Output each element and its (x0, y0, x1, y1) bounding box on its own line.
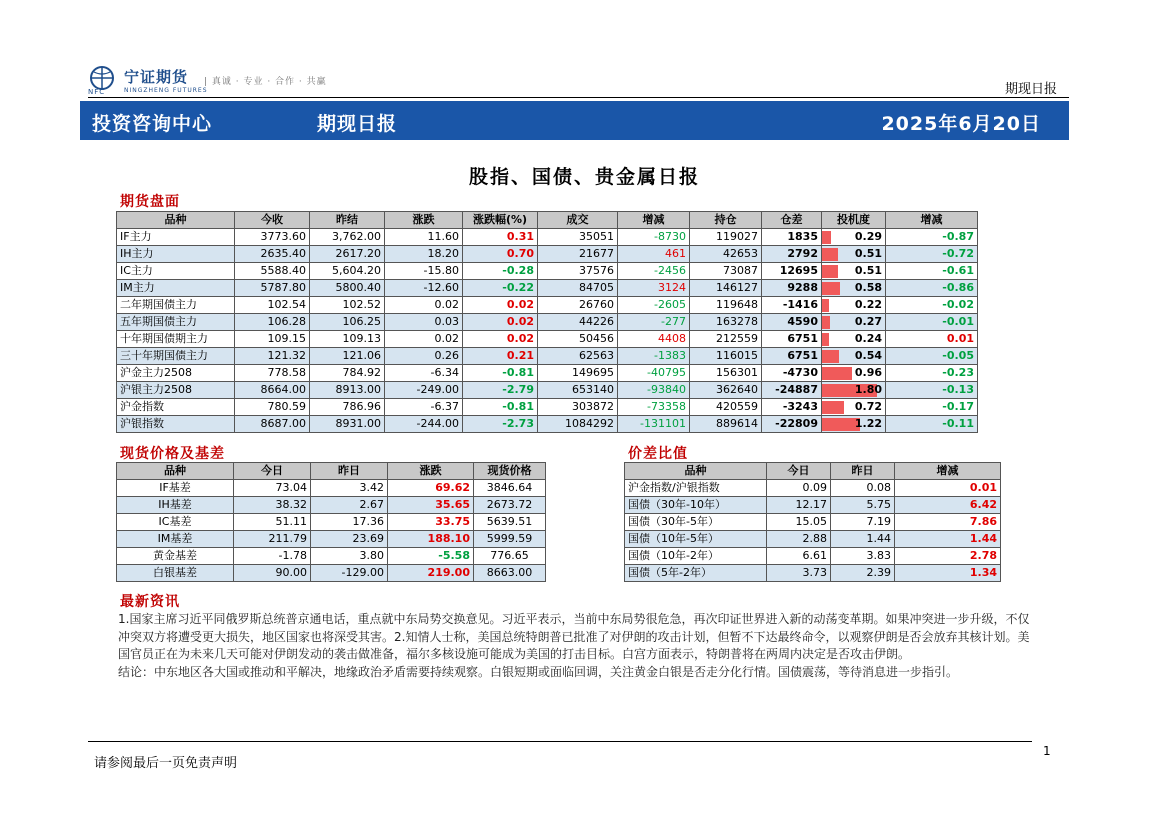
column-header: 仓差 (762, 212, 822, 229)
volume: 149695 (538, 365, 618, 382)
today-value: 0.09 (767, 480, 831, 497)
instrument-name: 沪金指数 (117, 399, 235, 416)
speculation-change: -0.05 (886, 348, 978, 365)
open-interest: 889614 (690, 416, 762, 433)
volume: 653140 (538, 382, 618, 399)
volume-change: -1383 (618, 348, 690, 365)
banner-report-name: 期现日报 (317, 113, 398, 135)
volume-change: -277 (618, 314, 690, 331)
table-row (117, 497, 546, 514)
close-price: 106.28 (235, 314, 310, 331)
spread-table-header (625, 463, 1001, 480)
basis-change: -5.58 (388, 548, 474, 565)
speculation-value: 0.51 (854, 264, 882, 277)
speculation-value: 0.72 (854, 400, 882, 413)
today-value: 73.04 (234, 480, 311, 497)
logo-slogan: | 真诚 · 专业 · 合作 · 共赢 (204, 77, 327, 87)
basis-name: 白银基差 (117, 565, 234, 582)
disclaimer-note: 请参阅最后一页免责声明 (94, 756, 238, 771)
logo-text: 宁证期货 (124, 68, 189, 86)
column-header: 品种 (117, 463, 234, 480)
yesterday-value: -129.00 (311, 565, 388, 582)
prev-settle: 121.06 (310, 348, 385, 365)
speculation-value: 0.58 (854, 281, 882, 294)
table-row (117, 399, 978, 416)
instrument-name: IF主力 (117, 229, 235, 246)
column-header: 涨跌幅(%) (463, 212, 538, 229)
volume-change: -93840 (618, 382, 690, 399)
column-header: 昨日 (311, 463, 388, 480)
column-header: 涨跌 (388, 463, 474, 480)
prev-settle: 109.13 (310, 331, 385, 348)
column-header: 投机度 (822, 212, 886, 229)
spread-name: 沪金指数/沪银指数 (625, 480, 767, 497)
spread-name: 国债（10年-2年） (625, 548, 767, 565)
logo-english: NINGZHENG FUTURES (124, 87, 208, 94)
news-paragraph: 1.国家主席习近平同俄罗斯总统普京通电话，重点就中东局势交换意见。习近平表示，当前中东局势很危急，再次印证世界进入新的动荡变革期。如果冲突进一步升级，不仅冲突双方将遭受更大损失，地区国家也将深受其害。2.知情人士称，美国总统特朗普已批准了对伊朗的攻击计划，但暂不下达最终命令，以观察伊朗是否会放弃其核计划。美国官员正在为未来几天可能对伊朗发动的袭击做准备，福尔多核设施可能成为美国的打击目标。白宫方面表示，特朗普将在两周内决定是否攻击伊朗。 (118, 612, 1030, 661)
table-row (625, 480, 1001, 497)
column-header: 今收 (235, 212, 310, 229)
spread-change: 6.42 (895, 497, 1001, 514)
today-value: 90.00 (234, 565, 311, 582)
news-section-title: 最新资讯 (120, 594, 180, 610)
footer-divider (88, 741, 1032, 742)
speculation-ratio (822, 297, 886, 314)
open-interest: 163278 (690, 314, 762, 331)
volume: 26760 (538, 297, 618, 314)
oi-diff: 4590 (762, 314, 822, 331)
spot-price: 2673.72 (474, 497, 546, 514)
spread-name: 国债（30年-5年） (625, 514, 767, 531)
speculation-value: 0.51 (854, 247, 882, 260)
prev-settle: 5800.40 (310, 280, 385, 297)
volume-change: -73358 (618, 399, 690, 416)
basis-name: IF基差 (117, 480, 234, 497)
spread-change: 1.34 (895, 565, 1001, 582)
pct-change: 0.70 (463, 246, 538, 263)
open-interest: 116015 (690, 348, 762, 365)
price-change: 0.02 (385, 297, 463, 314)
prev-settle: 2617.20 (310, 246, 385, 263)
speculation-ratio (822, 348, 886, 365)
volume: 44226 (538, 314, 618, 331)
futures-table (116, 211, 978, 433)
volume: 62563 (538, 348, 618, 365)
today-value: 3.73 (767, 565, 831, 582)
basis-table (116, 462, 546, 582)
price-change: -244.00 (385, 416, 463, 433)
open-interest: 119648 (690, 297, 762, 314)
volume-change: -131101 (618, 416, 690, 433)
speculation-value: 0.96 (854, 366, 882, 379)
speculation-ratio (822, 263, 886, 280)
today-value: 51.11 (234, 514, 311, 531)
price-change: 0.02 (385, 331, 463, 348)
basis-change: 219.00 (388, 565, 474, 582)
close-price: 778.58 (235, 365, 310, 382)
yesterday-value: 3.83 (831, 548, 895, 565)
open-interest: 212559 (690, 331, 762, 348)
banner-date: 2025年6月20日 (881, 113, 1041, 135)
price-change: 0.26 (385, 348, 463, 365)
basis-change: 35.65 (388, 497, 474, 514)
spread-name: 国债（5年-2年） (625, 565, 767, 582)
pct-change: 0.02 (463, 297, 538, 314)
volume-change: -8730 (618, 229, 690, 246)
instrument-name: 沪金主力2508 (117, 365, 235, 382)
speculation-value: 0.54 (854, 349, 882, 362)
basis-change: 188.10 (388, 531, 474, 548)
pct-change: -0.81 (463, 365, 538, 382)
speculation-bar (822, 418, 860, 431)
table-row (625, 514, 1001, 531)
speculation-ratio (822, 246, 886, 263)
yesterday-value: 2.67 (311, 497, 388, 514)
speculation-change: -0.23 (886, 365, 978, 382)
speculation-value: 0.24 (854, 332, 882, 345)
open-interest: 420559 (690, 399, 762, 416)
spread-name: 国债（30年-10年） (625, 497, 767, 514)
column-header: 涨跌 (385, 212, 463, 229)
speculation-ratio (822, 399, 886, 416)
open-interest: 73087 (690, 263, 762, 280)
column-header: 昨日 (831, 463, 895, 480)
prev-settle: 8913.00 (310, 382, 385, 399)
table-row (117, 382, 978, 399)
yesterday-value: 7.19 (831, 514, 895, 531)
volume: 84705 (538, 280, 618, 297)
prev-settle: 3,762.00 (310, 229, 385, 246)
pct-change: -0.28 (463, 263, 538, 280)
speculation-bar (822, 231, 831, 244)
spread-change: 7.86 (895, 514, 1001, 531)
spot-price: 776.65 (474, 548, 546, 565)
pct-change: 0.02 (463, 331, 538, 348)
speculation-change: -0.11 (886, 416, 978, 433)
table-row (117, 365, 978, 382)
spread-change: 1.44 (895, 531, 1001, 548)
speculation-ratio (822, 416, 886, 433)
instrument-name: 沪银指数 (117, 416, 235, 433)
table-row (117, 348, 978, 365)
pct-change: 0.21 (463, 348, 538, 365)
column-header: 今日 (234, 463, 311, 480)
table-row (625, 565, 1001, 582)
oi-diff: -22809 (762, 416, 822, 433)
volume: 50456 (538, 331, 618, 348)
news-conclusion: 结论：中东地区各大国或推动和平解决，地缘政治矛盾需要持续观察。白银短期或面临回调，关注黄金白银是否走分化行情。国债震荡，等待消息进一步指引。 (118, 664, 959, 679)
close-price: 3773.60 (235, 229, 310, 246)
price-change: 0.03 (385, 314, 463, 331)
yesterday-value: 17.36 (311, 514, 388, 531)
report-type-label: 期现日报 (1004, 82, 1057, 97)
basis-name: 黄金基差 (117, 548, 234, 565)
volume: 303872 (538, 399, 618, 416)
today-value: 12.17 (767, 497, 831, 514)
prev-settle: 102.52 (310, 297, 385, 314)
pct-change: -2.79 (463, 382, 538, 399)
speculation-value: 1.22 (854, 417, 882, 430)
volume-change: -2605 (618, 297, 690, 314)
open-interest: 119027 (690, 229, 762, 246)
spot-price: 8663.00 (474, 565, 546, 582)
instrument-name: 五年期国债主力 (117, 314, 235, 331)
speculation-value: 0.22 (854, 298, 882, 311)
speculation-ratio (822, 365, 886, 382)
instrument-name: 十年期国债期主力 (117, 331, 235, 348)
volume-change: -40795 (618, 365, 690, 382)
price-change: -249.00 (385, 382, 463, 399)
close-price: 109.15 (235, 331, 310, 348)
table-row (117, 280, 978, 297)
futures-table-header (117, 212, 978, 229)
instrument-name: IC主力 (117, 263, 235, 280)
column-header: 品种 (117, 212, 235, 229)
instrument-name: 沪银主力2508 (117, 382, 235, 399)
speculation-change: 0.01 (886, 331, 978, 348)
column-header: 成交 (538, 212, 618, 229)
price-change: 11.60 (385, 229, 463, 246)
speculation-ratio (822, 229, 886, 246)
close-price: 8664.00 (235, 382, 310, 399)
speculation-bar (822, 333, 829, 346)
speculation-bar (822, 367, 852, 380)
spot-price: 5999.59 (474, 531, 546, 548)
prev-settle: 106.25 (310, 314, 385, 331)
speculation-bar (822, 282, 840, 295)
speculation-change: -0.86 (886, 280, 978, 297)
volume-change: 461 (618, 246, 690, 263)
basis-section-title: 现货价格及基差 (120, 446, 225, 462)
page-number: 1 (1043, 744, 1051, 758)
table-row (117, 548, 546, 565)
speculation-ratio (822, 331, 886, 348)
speculation-change: -0.87 (886, 229, 978, 246)
oi-diff: 2792 (762, 246, 822, 263)
oi-diff: 9288 (762, 280, 822, 297)
news-body (118, 611, 1030, 681)
instrument-name: IM主力 (117, 280, 235, 297)
futures-section-title: 期货盘面 (120, 194, 180, 210)
yesterday-value: 5.75 (831, 497, 895, 514)
column-header: 增减 (886, 212, 978, 229)
close-price: 5787.80 (235, 280, 310, 297)
oi-diff: 1835 (762, 229, 822, 246)
yesterday-value: 3.42 (311, 480, 388, 497)
oi-diff: -1416 (762, 297, 822, 314)
table-row (625, 548, 1001, 565)
pct-change: 0.31 (463, 229, 538, 246)
table-row (117, 531, 546, 548)
column-header: 今日 (767, 463, 831, 480)
oi-diff: -24887 (762, 382, 822, 399)
spot-price: 3846.64 (474, 480, 546, 497)
speculation-change: -0.13 (886, 382, 978, 399)
oi-diff: 6751 (762, 331, 822, 348)
today-value: -1.78 (234, 548, 311, 565)
today-value: 6.61 (767, 548, 831, 565)
speculation-change: -0.61 (886, 263, 978, 280)
spot-price: 5639.51 (474, 514, 546, 531)
spread-change: 0.01 (895, 480, 1001, 497)
table-row (117, 480, 546, 497)
speculation-bar (822, 248, 838, 261)
volume: 37576 (538, 263, 618, 280)
table-row (117, 514, 546, 531)
price-change: 18.20 (385, 246, 463, 263)
prev-settle: 8931.00 (310, 416, 385, 433)
oi-diff: -3243 (762, 399, 822, 416)
open-interest: 362640 (690, 382, 762, 399)
oi-diff: -4730 (762, 365, 822, 382)
instrument-name: 二年期国债主力 (117, 297, 235, 314)
close-price: 8687.00 (235, 416, 310, 433)
open-interest: 156301 (690, 365, 762, 382)
yesterday-value: 2.39 (831, 565, 895, 582)
table-row (625, 531, 1001, 548)
price-change: -6.37 (385, 399, 463, 416)
column-header: 品种 (625, 463, 767, 480)
basis-name: IC基差 (117, 514, 234, 531)
company-logo (88, 66, 338, 98)
spread-table (624, 462, 1001, 582)
speculation-bar (822, 350, 839, 363)
table-row (117, 416, 978, 433)
close-price: 780.59 (235, 399, 310, 416)
speculation-ratio (822, 280, 886, 297)
table-row (117, 229, 978, 246)
header-divider (88, 97, 1069, 98)
yesterday-value: 0.08 (831, 480, 895, 497)
spread-name: 国债（10年-5年） (625, 531, 767, 548)
pct-change: -2.73 (463, 416, 538, 433)
speculation-change: -0.01 (886, 314, 978, 331)
prev-settle: 5,604.20 (310, 263, 385, 280)
basis-table-header (117, 463, 546, 480)
volume: 1084292 (538, 416, 618, 433)
spread-section-title: 价差比值 (628, 446, 688, 462)
pct-change: 0.02 (463, 314, 538, 331)
document-title: 股指、国债、贵金属日报 (468, 166, 700, 188)
volume-change: 3124 (618, 280, 690, 297)
speculation-change: -0.02 (886, 297, 978, 314)
speculation-value: 0.27 (854, 315, 882, 328)
speculation-bar (822, 316, 830, 329)
instrument-name: 三十年期国债主力 (117, 348, 235, 365)
open-interest: 42653 (690, 246, 762, 263)
banner-department: 投资咨询中心 (92, 113, 213, 135)
price-change: -12.60 (385, 280, 463, 297)
speculation-bar (822, 401, 844, 414)
open-interest: 146127 (690, 280, 762, 297)
speculation-bar (822, 265, 838, 278)
volume-change: 4408 (618, 331, 690, 348)
price-change: -15.80 (385, 263, 463, 280)
close-price: 5588.40 (235, 263, 310, 280)
speculation-value: 0.29 (854, 230, 882, 243)
table-row (117, 297, 978, 314)
speculation-bar (822, 299, 829, 312)
speculation-change: -0.72 (886, 246, 978, 263)
oi-diff: 12695 (762, 263, 822, 280)
speculation-ratio (822, 382, 886, 399)
basis-change: 69.62 (388, 480, 474, 497)
today-value: 211.79 (234, 531, 311, 548)
volume-change: -2456 (618, 263, 690, 280)
volume: 35051 (538, 229, 618, 246)
prev-settle: 784.92 (310, 365, 385, 382)
today-value: 38.32 (234, 497, 311, 514)
close-price: 121.32 (235, 348, 310, 365)
instrument-name: IH主力 (117, 246, 235, 263)
yesterday-value: 23.69 (311, 531, 388, 548)
volume: 21677 (538, 246, 618, 263)
speculation-change: -0.17 (886, 399, 978, 416)
table-row (117, 246, 978, 263)
column-header: 持仓 (690, 212, 762, 229)
yesterday-value: 3.80 (311, 548, 388, 565)
table-row (117, 565, 546, 582)
pct-change: -0.22 (463, 280, 538, 297)
speculation-ratio (822, 314, 886, 331)
column-header: 增减 (618, 212, 690, 229)
prev-settle: 786.96 (310, 399, 385, 416)
today-value: 2.88 (767, 531, 831, 548)
close-price: 102.54 (235, 297, 310, 314)
table-row (117, 263, 978, 280)
oi-diff: 6751 (762, 348, 822, 365)
table-row (625, 497, 1001, 514)
price-change: -6.34 (385, 365, 463, 382)
speculation-value: 1.80 (854, 383, 882, 396)
column-header: 现货价格 (474, 463, 546, 480)
basis-change: 33.75 (388, 514, 474, 531)
logo-short: NFC (88, 88, 106, 96)
column-header: 增减 (895, 463, 1001, 480)
basis-name: IM基差 (117, 531, 234, 548)
column-header: 昨结 (310, 212, 385, 229)
yesterday-value: 1.44 (831, 531, 895, 548)
table-row (117, 314, 978, 331)
table-row (117, 331, 978, 348)
title-banner (80, 101, 1069, 140)
pct-change: -0.81 (463, 399, 538, 416)
today-value: 15.05 (767, 514, 831, 531)
spread-change: 2.78 (895, 548, 1001, 565)
close-price: 2635.40 (235, 246, 310, 263)
basis-name: IH基差 (117, 497, 234, 514)
